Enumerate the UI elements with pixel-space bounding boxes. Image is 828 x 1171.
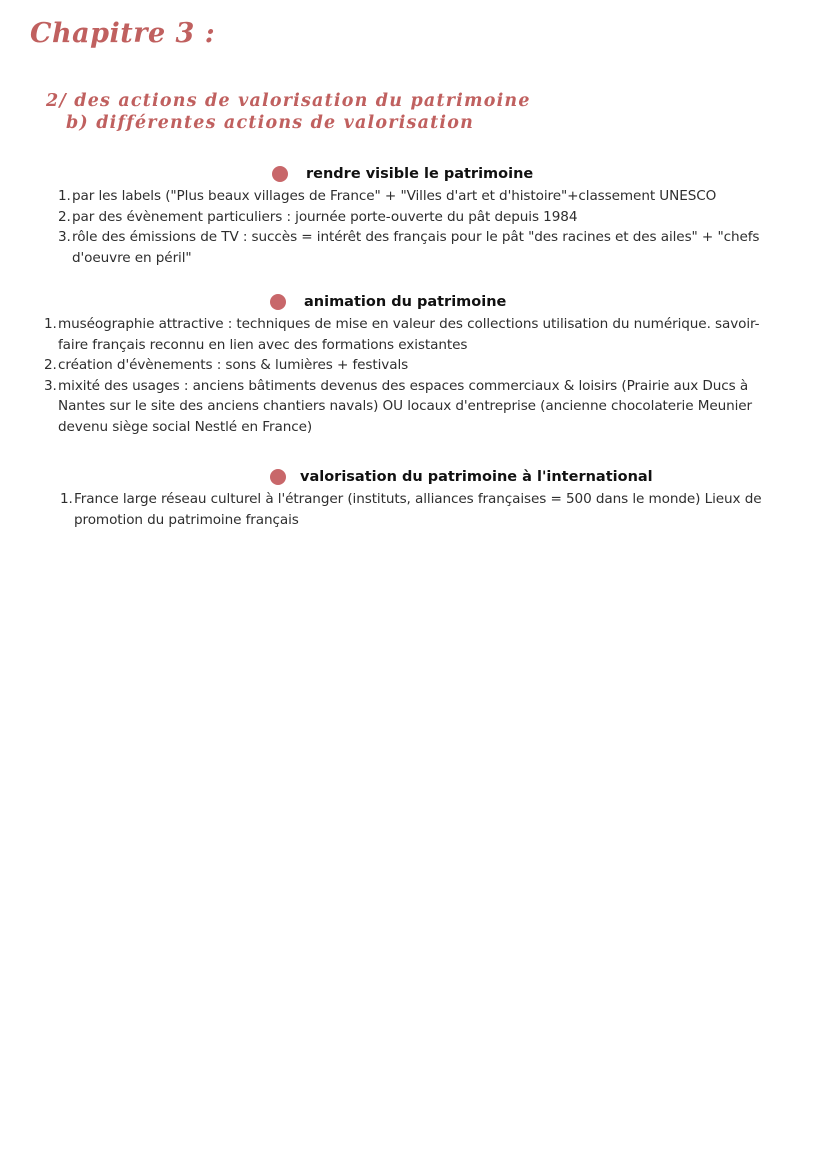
list-item	[44, 355, 784, 376]
bullet-dot-icon	[270, 469, 286, 485]
section-title: valorisation du patrimoine à l'international	[300, 469, 653, 485]
item-number: 3.	[44, 377, 57, 394]
section-header	[0, 466, 828, 488]
list-item	[58, 207, 778, 228]
section-heading	[46, 90, 531, 134]
numbered-list	[58, 186, 778, 268]
bullet-dot-icon	[270, 294, 286, 310]
section-header	[0, 163, 828, 185]
item-number: 2.	[58, 208, 71, 225]
item-text: création d'évènements : sons & lumières + festivals	[58, 357, 409, 373]
section-international	[0, 466, 828, 530]
section-title: animation du patrimoine	[304, 294, 507, 310]
numbered-list	[60, 489, 780, 530]
chapter-title: Chapitre 3 :	[30, 18, 216, 49]
bullet-dot-icon	[272, 166, 288, 182]
list-item	[58, 186, 778, 207]
item-text: rôle des émissions de TV : succès = intérêt des français pour le pât "des racines et des ailes" + "chefs d'oeuvre en péril"	[72, 229, 760, 266]
item-text: par les labels ("Plus beaux villages de France" + "Villes d'art et d'histoire"+classement UNESCO	[72, 188, 717, 204]
list-item	[44, 314, 784, 355]
section-animation	[0, 291, 828, 437]
item-number: 3.	[58, 229, 71, 245]
item-number: 1.	[44, 316, 57, 332]
item-text: mixité des usages : anciens bâtiments devenus des espaces commerciaux & loisirs (Prairie aux Ducs à Nantes sur le site des anciens chantiers navals) OU locaux d'entreprise (ancienne chocolaterie Meunier devenu siège social Nestlé en France)	[58, 377, 753, 435]
list-item	[58, 227, 778, 268]
numbered-list	[44, 314, 784, 437]
item-number: 2.	[44, 357, 57, 373]
heading-line-2: b) différentes actions de valorisation	[66, 113, 475, 133]
item-number: 1.	[58, 188, 71, 204]
item-text: France large réseau culturel à l'étranger (instituts, alliances françaises = 500 dans le monde) Lieux de promotion du patrimoine français	[74, 491, 762, 528]
list-item	[44, 376, 784, 438]
section-rendre-visible	[0, 163, 828, 268]
item-text: par des évènement particuliers : journée porte-ouverte du pât depuis 1984	[72, 208, 578, 225]
section-header	[0, 291, 828, 313]
list-item	[60, 489, 780, 530]
section-title: rendre visible le patrimoine	[306, 166, 534, 182]
heading-line-1: 2/ des actions de valorisation du patrimoine	[46, 91, 531, 111]
item-text: muséographie attractive : techniques de mise en valeur des collections utilisation du numérique. savoir-faire français reconnu en lien avec des formations existantes	[58, 316, 760, 353]
item-number: 1.	[60, 491, 73, 507]
